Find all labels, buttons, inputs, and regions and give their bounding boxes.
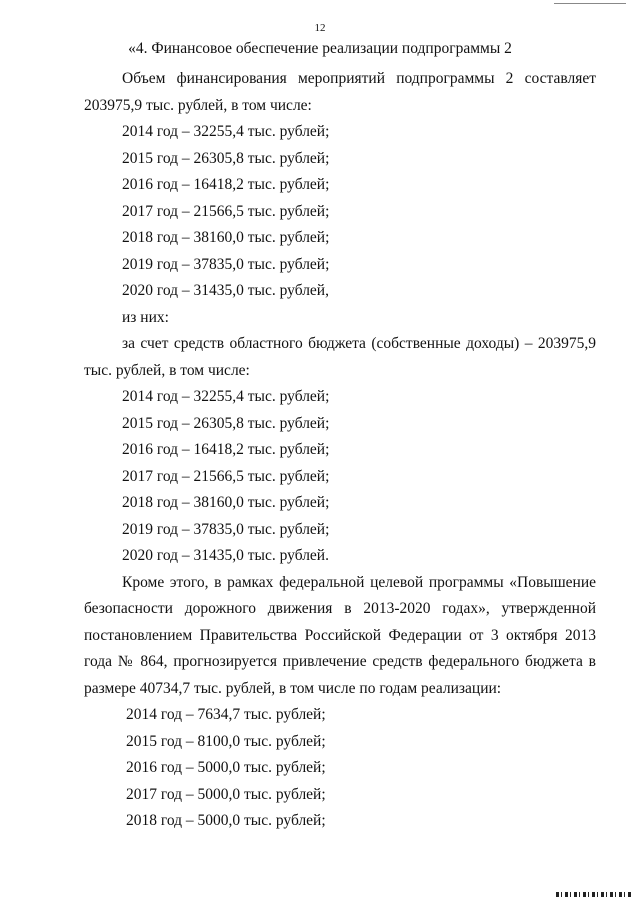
section-heading: «4. Финансовое обеспечение реализации подпрограммы 2 bbox=[128, 40, 512, 57]
list-item: 2017 год – 5000,0 тыс. рублей; bbox=[126, 785, 326, 803]
list-item: 2020 год – 31435,0 тыс. рублей. bbox=[122, 547, 329, 564]
document-body bbox=[84, 66, 596, 835]
total-funding-list bbox=[84, 119, 596, 305]
list-item: 2018 год – 38160,0 тыс. рублей; bbox=[122, 229, 330, 246]
list-item: 2015 год – 8100,0 тыс. рублей; bbox=[126, 732, 326, 750]
list-item: 2015 год – 26305,8 тыс. рублей; bbox=[122, 149, 330, 167]
list-item: 2016 год – 5000,0 тыс. рублей; bbox=[126, 759, 326, 776]
list-item: 2016 год – 16418,2 тыс. рублей; bbox=[122, 176, 330, 193]
list-item: 2018 год – 38160,0 тыс. рублей; bbox=[122, 494, 330, 511]
intro-paragraph: Объем финансирования мероприятий подпрограммы 2 составляет 203975,9 тыс. рублей, в том числе: bbox=[84, 70, 596, 114]
list-item: 2014 год – 32255,4 тыс. рублей; bbox=[122, 123, 330, 140]
list-item: 2019 год – 37835,0 тыс. рублей; bbox=[122, 255, 330, 273]
federal-funding-list bbox=[84, 702, 596, 835]
list-item: 2014 год – 7634,7 тыс. рублей; bbox=[126, 706, 326, 723]
scan-edge-mark bbox=[554, 0, 626, 4]
regional-funding-list bbox=[84, 384, 596, 570]
page-number: 12 bbox=[314, 22, 326, 34]
regional-budget-paragraph: за счет средств областного бюджета (собственные доходы) – 203975,9 тыс. рублей, в том числе: bbox=[84, 335, 596, 379]
list-item: 2019 год – 37835,0 тыс. рублей; bbox=[122, 520, 330, 538]
of-them-label: из них: bbox=[122, 308, 169, 326]
list-item: 2020 год – 31435,0 тыс. рублей, bbox=[122, 282, 329, 299]
scan-barcode bbox=[556, 892, 632, 897]
list-item: 2018 год – 5000,0 тыс. рублей; bbox=[126, 812, 326, 829]
list-item: 2017 год – 21566,5 тыс. рублей; bbox=[122, 467, 330, 485]
federal-budget-paragraph: Кроме этого, в рамках федеральной целевой программы «Повышение безопасности дорожного движения в 2013-2020 годах», утвержденной постановлением Правительства Российской Федерации от 3 октября 2013 года № 864, прогнозируется привлечение средств федерального бюджета в размере 40734,7 тыс. рублей, в том числе по годам реализации: bbox=[84, 573, 596, 697]
list-item: 2017 год – 21566,5 тыс. рублей; bbox=[122, 202, 330, 220]
list-item: 2016 год – 16418,2 тыс. рублей; bbox=[122, 441, 330, 458]
list-item: 2015 год – 26305,8 тыс. рублей; bbox=[122, 414, 330, 432]
list-item: 2014 год – 32255,4 тыс. рублей; bbox=[122, 388, 330, 405]
